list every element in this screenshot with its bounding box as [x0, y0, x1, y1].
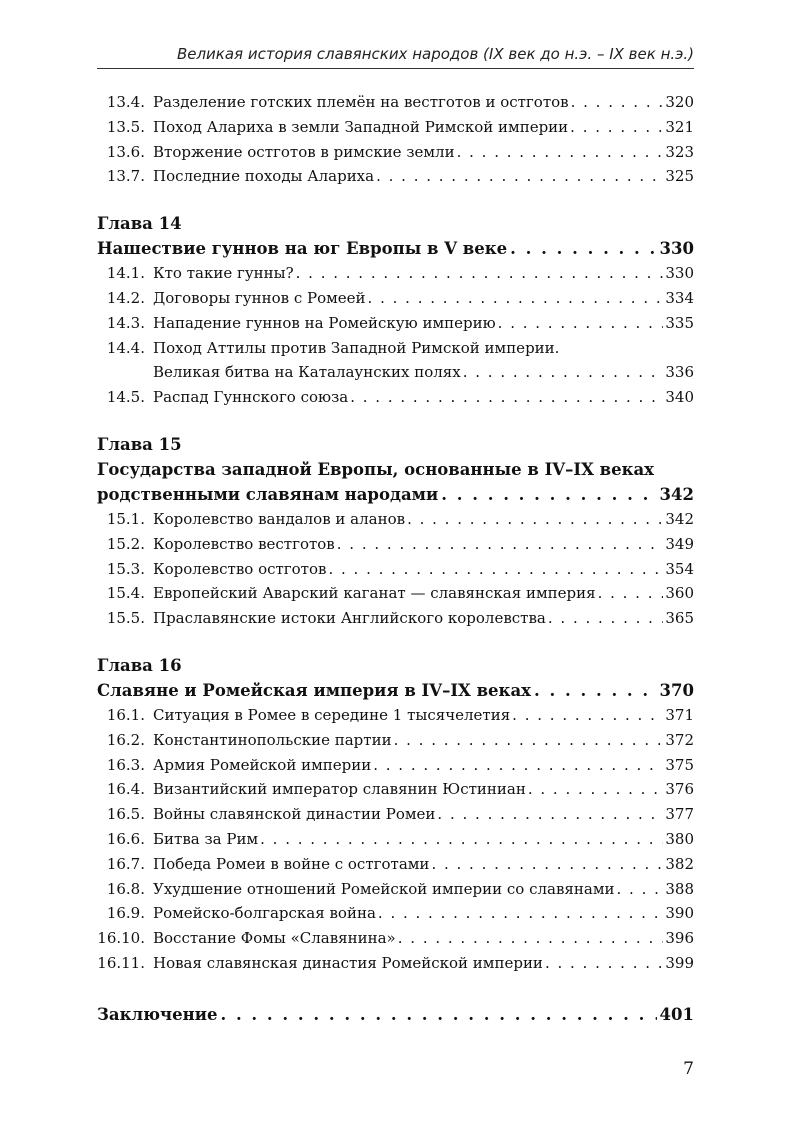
entry-page: 380 — [665, 829, 694, 848]
entry-title: Армия Ромейской империи — [153, 755, 372, 774]
chapter-title-row[interactable] — [97, 236, 694, 261]
entry-page: 372 — [665, 730, 694, 749]
chapter-title-line2: родственными славянам народами — [97, 484, 439, 504]
entry-number: 14.4. — [106, 338, 145, 357]
entry-title: Королевство вестготов — [153, 534, 335, 553]
conclusion-title: Заключение — [97, 1004, 218, 1024]
entry-title: Договоры гуннов с Ромеей — [153, 288, 366, 307]
entry-page: 340 — [665, 388, 694, 407]
entry-page: 382 — [665, 854, 694, 873]
entry-page: 334 — [665, 288, 694, 307]
dot-leader — [373, 753, 663, 778]
entry-title: Битва за Рим — [153, 829, 259, 848]
chapter-title: Нашествие гуннов на юг Европы в V веке — [97, 239, 508, 259]
dot-leader — [545, 951, 663, 976]
chapter-title-line1[interactable]: Государства западной Европы, основанные в IV–IX веках — [97, 459, 655, 479]
table-of-contents — [97, 90, 694, 1027]
entry-title: Нападение гуннов на Ромейскую империю — [153, 313, 496, 332]
entry-number: 16.4. — [106, 780, 145, 799]
dot-leader — [617, 877, 664, 902]
entry-number: 16.3. — [106, 755, 145, 774]
entry-title: Поход Аттилы против Западной Римской империи. — [153, 338, 560, 357]
dot-leader — [598, 581, 664, 606]
entry-page: 376 — [665, 780, 694, 799]
dot-leader — [260, 827, 663, 852]
toc-entry-15-5[interactable] — [97, 606, 694, 631]
entry-title: Распад Гуннского союза — [153, 388, 349, 407]
entry-title: Новая славянская династия Ромейской империи — [153, 953, 543, 972]
entry-number: 15.1. — [106, 509, 145, 528]
entry-title: Войны славянской династии Ромеи — [153, 805, 436, 824]
entry-page: 349 — [665, 534, 694, 553]
chapter-label: Глава 16 — [97, 655, 182, 675]
page-number: 7 — [683, 1059, 694, 1079]
dot-leader — [220, 1002, 656, 1027]
entry-title: Праславянские истоки Английского королевства — [153, 609, 546, 628]
toc-entry-13-6[interactable] — [97, 140, 694, 165]
dot-leader — [431, 852, 663, 877]
entry-page: 336 — [665, 363, 694, 382]
dot-leader — [512, 703, 663, 728]
entry-number: 16.2. — [106, 730, 145, 749]
entry-page: 377 — [665, 805, 694, 824]
toc-entry-14-1[interactable] — [97, 261, 694, 286]
toc-entry-16-5[interactable] — [97, 802, 694, 827]
entry-page: 396 — [665, 929, 694, 948]
entry-title: Ситуация в Ромее в середине 1 тысячелетия — [153, 705, 511, 724]
toc-entry-15-1[interactable] — [97, 507, 694, 532]
toc-entry-16-6[interactable] — [97, 827, 694, 852]
chapter-title-row[interactable] — [97, 678, 694, 703]
entry-number: 16.9. — [106, 904, 145, 923]
entry-title: Вторжение остготов в римские земли — [153, 142, 455, 161]
dot-leader — [337, 532, 664, 557]
entry-page: 375 — [665, 755, 694, 774]
entry-title: Ухудшение отношений Ромейской империи со славянами — [153, 879, 615, 898]
entry-page: 354 — [665, 559, 694, 578]
toc-entry-16-9[interactable] — [97, 901, 694, 926]
dot-leader — [457, 140, 664, 165]
entry-number: 16.5. — [106, 805, 145, 824]
entry-title: Кто такие гунны? — [153, 264, 294, 283]
toc-entry-14-2[interactable] — [97, 286, 694, 311]
entry-page: 325 — [665, 167, 694, 186]
entry-number: 13.4. — [106, 93, 145, 111]
entry-number: 14.3. — [106, 313, 145, 332]
entry-title: Восстание Фомы «Славянина» — [153, 929, 396, 948]
toc-entry-14-5[interactable] — [97, 385, 694, 410]
toc-entry-13-4[interactable] — [97, 90, 694, 115]
entry-page: 335 — [665, 313, 694, 332]
entry-page: 360 — [665, 584, 694, 603]
chapter-page: 370 — [659, 680, 694, 700]
chapter-page: 330 — [659, 239, 694, 259]
entry-number: 14.2. — [106, 288, 145, 307]
entry-page: 390 — [665, 904, 694, 923]
dot-leader — [441, 482, 656, 507]
toc-entry-14-3[interactable] — [97, 311, 694, 336]
toc-entry-15-4[interactable] — [97, 581, 694, 606]
conclusion-page: 401 — [659, 1004, 694, 1024]
dot-leader — [368, 286, 664, 311]
toc-entry-16-11[interactable] — [97, 951, 694, 976]
dot-leader — [498, 311, 664, 336]
dot-leader — [571, 90, 664, 115]
dot-leader — [570, 115, 663, 140]
entry-number: 15.2. — [106, 534, 145, 553]
header-rule — [97, 68, 694, 69]
entry-page: 320 — [665, 93, 694, 111]
dot-leader — [350, 385, 663, 410]
entry-title: Константинопольские партии — [153, 730, 392, 749]
entry-title: Последние походы Алариха — [153, 167, 375, 186]
entry-page: 330 — [665, 264, 694, 283]
dot-leader — [437, 802, 663, 827]
entry-number: 16.11. — [97, 953, 145, 972]
toc-entry-16-2[interactable] — [97, 728, 694, 753]
dot-leader — [463, 360, 664, 385]
chapter-title-row[interactable] — [97, 482, 694, 507]
toc-entry-16-3[interactable] — [97, 753, 694, 778]
chapter-16 — [97, 653, 694, 976]
chapter-label: Глава 15 — [97, 434, 182, 454]
dot-leader — [296, 261, 664, 286]
entry-page: 342 — [665, 509, 694, 528]
toc-entry-13-7[interactable] — [97, 164, 694, 189]
dot-leader — [376, 164, 663, 189]
entry-title: Поход Алариха в земли Западной Римской империи — [153, 117, 569, 136]
chapter-label: Глава 14 — [97, 214, 182, 234]
entries-chapter-13 — [97, 90, 694, 189]
entry-page: 371 — [665, 705, 694, 724]
toc-entry-16-8[interactable] — [97, 877, 694, 902]
entry-number: 16.10. — [97, 929, 145, 948]
dot-leader — [407, 507, 663, 532]
toc-entry-15-3[interactable] — [97, 557, 694, 582]
entry-page: 399 — [665, 953, 694, 972]
entry-number: 13.7. — [106, 167, 145, 186]
entry-page: 388 — [665, 879, 694, 898]
conclusion-row[interactable] — [97, 1002, 694, 1027]
entry-title-continuation: Великая битва на Каталаунских полях — [153, 363, 461, 382]
toc-entry-14-4-line2[interactable] — [97, 360, 694, 385]
entry-page: 365 — [665, 609, 694, 628]
entry-number: 13.6. — [106, 142, 145, 161]
entry-page: 321 — [665, 117, 694, 136]
conclusion — [97, 1002, 694, 1027]
entry-title: Королевство вандалов и аланов — [153, 509, 406, 528]
entry-number: 15.4. — [106, 584, 145, 603]
dot-leader — [394, 728, 664, 753]
toc-entry-16-7[interactable] — [97, 852, 694, 877]
entry-title: Королевство остготов — [153, 559, 327, 578]
toc-entry-16-1[interactable] — [97, 703, 694, 728]
entry-number: 14.5. — [106, 388, 145, 407]
entry-page: 323 — [665, 142, 694, 161]
entry-number: 15.3. — [106, 559, 145, 578]
dot-leader — [378, 901, 663, 926]
toc-entry-13-5[interactable] — [97, 115, 694, 140]
entry-number: 14.1. — [106, 264, 145, 283]
toc-entry-16-4[interactable] — [97, 777, 694, 802]
chapter-15 — [97, 432, 694, 631]
chapter-title: Славяне и Ромейская империя в IV–IX веках — [97, 680, 531, 700]
entry-number: 15.5. — [106, 609, 145, 628]
dot-leader — [328, 557, 663, 582]
entry-title: Византийский император славянин Юстиниан — [153, 780, 526, 799]
toc-entry-16-10[interactable] — [97, 926, 694, 951]
dot-leader — [534, 678, 657, 703]
entry-number: 16.6. — [106, 829, 145, 848]
entry-title: Победа Ромеи в войне с остготами — [153, 854, 430, 873]
entry-number: 16.7. — [106, 854, 145, 873]
entry-title: Разделение готских племён на вестготов и остготов — [153, 93, 569, 111]
toc-entry-14-4-line1[interactable] — [97, 336, 694, 361]
chapter-page: 342 — [659, 484, 694, 504]
entry-number: 16.1. — [106, 705, 145, 724]
dot-leader — [548, 606, 663, 631]
dot-leader — [510, 236, 656, 261]
toc-entry-15-2[interactable] — [97, 532, 694, 557]
entry-number: 13.5. — [106, 117, 145, 136]
entry-title: Ромейско-болгарская война — [153, 904, 376, 923]
dot-leader — [528, 777, 664, 802]
running-header: Великая история славянских народов (IX век до н.э. – IX век н.э.) — [176, 45, 694, 63]
entry-number: 16.8. — [106, 879, 145, 898]
entry-title: Европейский Аварский каганат — славянская империя — [153, 584, 596, 603]
chapter-14 — [97, 211, 694, 410]
dot-leader — [398, 926, 664, 951]
